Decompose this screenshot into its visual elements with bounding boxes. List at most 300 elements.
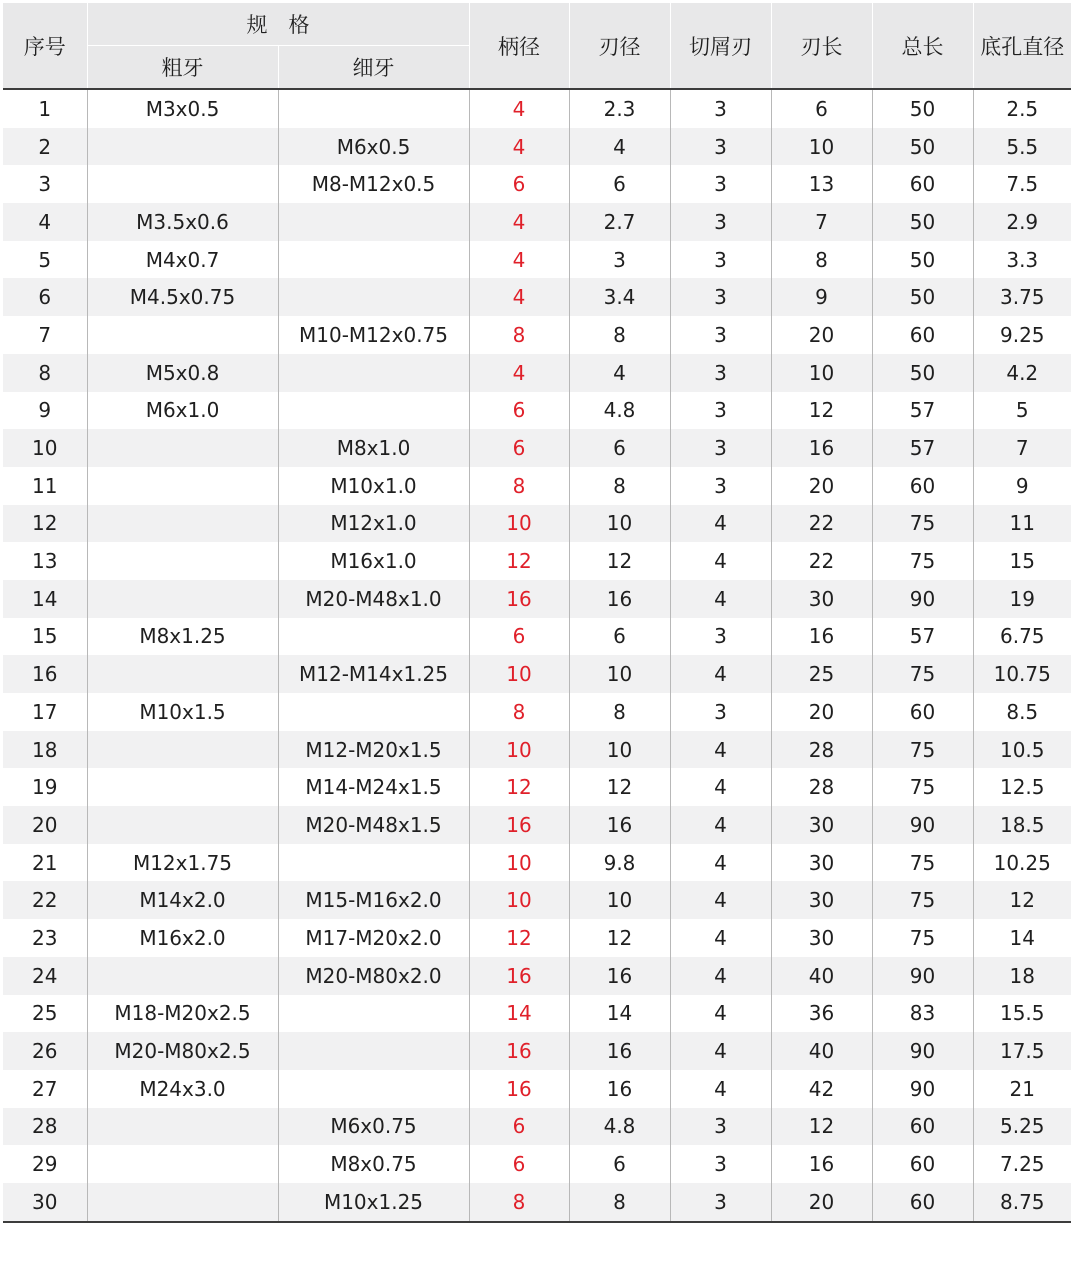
cell-coarse-thread bbox=[87, 655, 278, 693]
cell-hole-diameter: 10.75 bbox=[973, 655, 1071, 693]
cell-hole-diameter: 11 bbox=[973, 505, 1071, 543]
table-body bbox=[3, 89, 1071, 1222]
cell-chip-flutes: 3 bbox=[670, 1183, 771, 1222]
cell-hole-diameter: 9 bbox=[973, 467, 1071, 505]
cell-coarse-thread bbox=[87, 806, 278, 844]
cell-blade-length: 16 bbox=[771, 429, 872, 467]
cell-total-length: 90 bbox=[872, 580, 973, 618]
cell-index: 29 bbox=[32, 1152, 58, 1177]
cell-blade-length: 7 bbox=[771, 203, 872, 241]
cell-chip-flutes: 3 bbox=[670, 1145, 771, 1183]
cell-hole-diameter: 8.75 bbox=[973, 1183, 1071, 1222]
cell-blade-length: 20 bbox=[771, 467, 872, 505]
cell-coarse-thread bbox=[87, 1183, 278, 1222]
cell-blade-length: 10 bbox=[771, 128, 872, 166]
header-shank-diameter: 柄径 bbox=[469, 3, 569, 89]
cell-index: 14 bbox=[3, 580, 87, 618]
cell-index: 24 bbox=[3, 957, 87, 995]
cell-blade-diameter: 4.8 bbox=[569, 1108, 670, 1146]
cell-shank-diameter: 8 bbox=[469, 316, 569, 354]
cell-blade-diameter: 2.3 bbox=[569, 89, 670, 128]
table-row bbox=[3, 241, 1071, 279]
cell-shank-diameter: 16 bbox=[469, 957, 569, 995]
cell-total-length: 50 bbox=[872, 354, 973, 392]
cell-fine-thread: M12-M20x1.5 bbox=[278, 731, 469, 769]
cell-total-length: 60 bbox=[872, 1108, 973, 1146]
cell-shank-diameter: 16 bbox=[469, 1070, 569, 1108]
cell-total-length: 75 bbox=[872, 844, 973, 882]
cell-fine-thread bbox=[278, 1032, 469, 1070]
cell-fine-thread: M20-M48x1.0 bbox=[278, 580, 469, 618]
cell-index: 27 bbox=[32, 1076, 58, 1101]
cell-index: 16 bbox=[3, 655, 87, 693]
header-index: 序号 bbox=[3, 3, 87, 89]
tap-spec-table bbox=[3, 3, 1071, 1223]
cell-chip-flutes: 3 bbox=[670, 693, 771, 731]
cell-index: 6 bbox=[3, 278, 87, 316]
cell-blade-diameter: 8 bbox=[569, 693, 670, 731]
cell-blade-diameter: 14 bbox=[569, 995, 670, 1033]
cell-coarse-thread bbox=[87, 1108, 278, 1146]
cell-chip-flutes: 3 bbox=[670, 429, 771, 467]
cell-coarse-thread: M10x1.5 bbox=[87, 693, 278, 731]
cell-fine-thread bbox=[278, 693, 469, 731]
cell-hole-diameter: 3.3 bbox=[973, 241, 1071, 279]
cell-shank-diameter: 6 bbox=[469, 392, 569, 430]
cell-total-length: 60 bbox=[872, 467, 973, 505]
cell-total-length: 60 bbox=[872, 316, 973, 354]
cell-shank-diameter: 10 bbox=[469, 655, 569, 693]
cell-index: 7 bbox=[38, 322, 52, 347]
cell-total-length: 50 bbox=[872, 128, 973, 166]
cell-hole-diameter: 18.5 bbox=[973, 806, 1071, 844]
cell-hole-diameter: 17.5 bbox=[973, 1032, 1071, 1070]
cell-blade-diameter: 12 bbox=[569, 919, 670, 957]
cell-coarse-thread: M12x1.75 bbox=[87, 844, 278, 882]
cell-blade-length: 12 bbox=[771, 392, 872, 430]
cell-hole-diameter: 2.9 bbox=[973, 203, 1071, 241]
cell-coarse-thread bbox=[87, 467, 278, 505]
cell-blade-length: 30 bbox=[771, 844, 872, 882]
cell-total-length: 75 bbox=[872, 505, 973, 543]
cell-coarse-thread: M6x1.0 bbox=[87, 392, 278, 430]
cell-blade-length: 16 bbox=[771, 618, 872, 656]
cell-blade-diameter: 3 bbox=[569, 241, 670, 279]
header-hole-diameter: 底孔直径 bbox=[973, 3, 1071, 89]
table-row bbox=[3, 392, 1071, 430]
table-row bbox=[3, 806, 1071, 844]
cell-fine-thread: M14-M24x1.5 bbox=[278, 768, 469, 806]
cell-shank-diameter: 12 bbox=[469, 919, 569, 957]
cell-blade-length: 6 bbox=[771, 89, 872, 128]
cell-coarse-thread: M3.5x0.6 bbox=[87, 203, 278, 241]
cell-total-length: 60 bbox=[872, 1145, 973, 1183]
cell-coarse-thread: M14x2.0 bbox=[87, 881, 278, 919]
cell-blade-diameter: 2.7 bbox=[569, 203, 670, 241]
cell-total-length: 57 bbox=[872, 392, 973, 430]
cell-blade-diameter: 8 bbox=[569, 467, 670, 505]
cell-shank-diameter: 10 bbox=[469, 505, 569, 543]
cell-coarse-thread bbox=[87, 731, 278, 769]
cell-blade-diameter: 10 bbox=[569, 655, 670, 693]
cell-fine-thread: M20-M48x1.5 bbox=[278, 806, 469, 844]
cell-chip-flutes: 3 bbox=[670, 128, 771, 166]
header-blade-diameter: 刃径 bbox=[569, 3, 670, 89]
cell-shank-diameter: 4 bbox=[469, 203, 569, 241]
cell-fine-thread bbox=[278, 1070, 469, 1108]
cell-hole-diameter: 5.25 bbox=[973, 1108, 1071, 1146]
cell-total-length: 75 bbox=[872, 768, 973, 806]
cell-coarse-thread: M20-M80x2.5 bbox=[87, 1032, 278, 1070]
cell-shank-diameter: 16 bbox=[469, 806, 569, 844]
cell-hole-diameter: 15.5 bbox=[973, 995, 1071, 1033]
cell-index: 28 bbox=[3, 1108, 87, 1146]
table-row bbox=[3, 165, 1071, 203]
table-row bbox=[3, 128, 1071, 166]
cell-chip-flutes: 4 bbox=[670, 919, 771, 957]
table-row bbox=[3, 957, 1071, 995]
cell-coarse-thread: M8x1.25 bbox=[87, 618, 278, 656]
header-total-length: 总长 bbox=[872, 3, 973, 89]
cell-index: 18 bbox=[3, 731, 87, 769]
cell-blade-diameter: 8 bbox=[569, 1183, 670, 1222]
cell-shank-diameter: 6 bbox=[469, 618, 569, 656]
cell-total-length: 75 bbox=[872, 881, 973, 919]
cell-blade-length: 16 bbox=[771, 1145, 872, 1183]
cell-fine-thread: M17-M20x2.0 bbox=[278, 919, 469, 957]
table-header bbox=[3, 3, 1071, 89]
table-row bbox=[3, 919, 1071, 957]
cell-shank-diameter: 10 bbox=[469, 881, 569, 919]
cell-hole-diameter: 18 bbox=[973, 957, 1071, 995]
header-coarse-thread: 粗牙 bbox=[87, 46, 278, 90]
cell-total-length: 60 bbox=[872, 1183, 973, 1222]
cell-shank-diameter: 8 bbox=[469, 1183, 569, 1222]
header-chip-flutes: 切屑刃 bbox=[670, 3, 771, 89]
cell-chip-flutes: 3 bbox=[670, 89, 771, 128]
cell-index: 21 bbox=[32, 850, 58, 875]
cell-fine-thread bbox=[278, 844, 469, 882]
cell-total-length: 75 bbox=[872, 542, 973, 580]
cell-total-length: 90 bbox=[872, 1070, 973, 1108]
cell-coarse-thread bbox=[87, 580, 278, 618]
cell-shank-diameter: 6 bbox=[469, 429, 569, 467]
cell-index: 11 bbox=[32, 473, 58, 498]
cell-fine-thread: M12-M14x1.25 bbox=[278, 655, 469, 693]
cell-total-length: 75 bbox=[872, 655, 973, 693]
cell-chip-flutes: 4 bbox=[670, 995, 771, 1033]
cell-fine-thread: M20-M80x2.0 bbox=[278, 957, 469, 995]
cell-shank-diameter: 16 bbox=[469, 580, 569, 618]
cell-blade-diameter: 16 bbox=[569, 1032, 670, 1070]
table-row bbox=[3, 618, 1071, 656]
table-row bbox=[3, 1183, 1071, 1222]
cell-coarse-thread: M5x0.8 bbox=[87, 354, 278, 392]
cell-blade-length: 28 bbox=[771, 768, 872, 806]
table-row bbox=[3, 655, 1071, 693]
cell-chip-flutes: 3 bbox=[670, 316, 771, 354]
cell-chip-flutes: 4 bbox=[670, 505, 771, 543]
cell-blade-length: 42 bbox=[771, 1070, 872, 1108]
cell-index: 9 bbox=[38, 398, 52, 423]
cell-index: 5 bbox=[38, 247, 52, 272]
cell-blade-diameter: 16 bbox=[569, 1070, 670, 1108]
cell-coarse-thread: M3x0.5 bbox=[87, 89, 278, 128]
cell-blade-diameter: 16 bbox=[569, 580, 670, 618]
cell-blade-diameter: 10 bbox=[569, 881, 670, 919]
table-row bbox=[3, 693, 1071, 731]
cell-coarse-thread: M4x0.7 bbox=[87, 241, 278, 279]
cell-blade-length: 36 bbox=[771, 995, 872, 1033]
cell-blade-length: 10 bbox=[771, 354, 872, 392]
table-row bbox=[3, 89, 1071, 128]
cell-coarse-thread: M16x2.0 bbox=[87, 919, 278, 957]
cell-shank-diameter: 6 bbox=[469, 1145, 569, 1183]
cell-blade-diameter: 6 bbox=[569, 618, 670, 656]
cell-blade-length: 40 bbox=[771, 1032, 872, 1070]
cell-fine-thread: M16x1.0 bbox=[278, 542, 469, 580]
cell-total-length: 60 bbox=[872, 693, 973, 731]
cell-chip-flutes: 4 bbox=[670, 881, 771, 919]
cell-shank-diameter: 8 bbox=[469, 693, 569, 731]
cell-hole-diameter: 7.25 bbox=[973, 1145, 1071, 1183]
cell-hole-diameter: 9.25 bbox=[973, 316, 1071, 354]
cell-coarse-thread: M18-M20x2.5 bbox=[87, 995, 278, 1033]
cell-chip-flutes: 4 bbox=[670, 1032, 771, 1070]
cell-chip-flutes: 4 bbox=[670, 1070, 771, 1108]
cell-total-length: 50 bbox=[872, 241, 973, 279]
cell-blade-diameter: 6 bbox=[569, 165, 670, 203]
cell-chip-flutes: 3 bbox=[670, 1108, 771, 1146]
cell-chip-flutes: 3 bbox=[670, 392, 771, 430]
cell-total-length: 50 bbox=[872, 89, 973, 128]
cell-blade-length: 30 bbox=[771, 919, 872, 957]
cell-hole-diameter: 7 bbox=[973, 429, 1071, 467]
cell-blade-length: 12 bbox=[771, 1108, 872, 1146]
table-row bbox=[3, 203, 1071, 241]
table-row bbox=[3, 429, 1071, 467]
cell-hole-diameter: 5.5 bbox=[973, 128, 1071, 166]
table-row bbox=[3, 1145, 1071, 1183]
cell-chip-flutes: 4 bbox=[670, 731, 771, 769]
cell-fine-thread: M8x0.75 bbox=[278, 1145, 469, 1183]
cell-total-length: 90 bbox=[872, 1032, 973, 1070]
table-row bbox=[3, 505, 1071, 543]
cell-fine-thread: M8-M12x0.5 bbox=[278, 165, 469, 203]
cell-blade-diameter: 16 bbox=[569, 957, 670, 995]
table-row bbox=[3, 278, 1071, 316]
cell-fine-thread: M10x1.25 bbox=[278, 1183, 469, 1222]
cell-hole-diameter: 5 bbox=[973, 392, 1071, 430]
cell-blade-diameter: 16 bbox=[569, 806, 670, 844]
cell-fine-thread: M12x1.0 bbox=[278, 505, 469, 543]
cell-blade-diameter: 12 bbox=[569, 768, 670, 806]
cell-shank-diameter: 4 bbox=[469, 278, 569, 316]
cell-fine-thread: M6x0.75 bbox=[278, 1108, 469, 1146]
cell-shank-diameter: 10 bbox=[469, 844, 569, 882]
cell-chip-flutes: 4 bbox=[670, 580, 771, 618]
cell-total-length: 75 bbox=[872, 919, 973, 957]
cell-fine-thread bbox=[278, 995, 469, 1033]
cell-fine-thread bbox=[278, 354, 469, 392]
cell-chip-flutes: 3 bbox=[670, 467, 771, 505]
cell-index: 4 bbox=[3, 203, 87, 241]
cell-hole-diameter: 10.5 bbox=[973, 731, 1071, 769]
cell-blade-diameter: 8 bbox=[569, 316, 670, 354]
cell-blade-diameter: 3.4 bbox=[569, 278, 670, 316]
cell-fine-thread bbox=[278, 241, 469, 279]
cell-total-length: 90 bbox=[872, 957, 973, 995]
cell-chip-flutes: 3 bbox=[670, 618, 771, 656]
cell-index: 8 bbox=[3, 354, 87, 392]
cell-hole-diameter: 6.75 bbox=[973, 618, 1071, 656]
cell-fine-thread: M10x1.0 bbox=[278, 467, 469, 505]
cell-coarse-thread bbox=[87, 505, 278, 543]
cell-coarse-thread bbox=[87, 768, 278, 806]
table-row bbox=[3, 731, 1071, 769]
cell-blade-diameter: 10 bbox=[569, 505, 670, 543]
cell-coarse-thread bbox=[87, 165, 278, 203]
cell-shank-diameter: 14 bbox=[469, 995, 569, 1033]
cell-index: 3 bbox=[38, 172, 52, 197]
cell-shank-diameter: 6 bbox=[469, 1108, 569, 1146]
header-blade-length: 刃长 bbox=[771, 3, 872, 89]
cell-coarse-thread bbox=[87, 1145, 278, 1183]
cell-index: 26 bbox=[3, 1032, 87, 1070]
cell-blade-length: 9 bbox=[771, 278, 872, 316]
cell-chip-flutes: 3 bbox=[670, 241, 771, 279]
cell-total-length: 50 bbox=[872, 203, 973, 241]
cell-blade-length: 28 bbox=[771, 731, 872, 769]
table-row bbox=[3, 995, 1071, 1033]
cell-index: 22 bbox=[3, 881, 87, 919]
cell-blade-diameter: 12 bbox=[569, 542, 670, 580]
cell-total-length: 60 bbox=[872, 165, 973, 203]
cell-coarse-thread bbox=[87, 542, 278, 580]
cell-fine-thread: M6x0.5 bbox=[278, 128, 469, 166]
cell-index: 25 bbox=[32, 1001, 58, 1026]
cell-blade-length: 30 bbox=[771, 806, 872, 844]
cell-shank-diameter: 6 bbox=[469, 165, 569, 203]
cell-hole-diameter: 12 bbox=[973, 881, 1071, 919]
cell-shank-diameter: 16 bbox=[469, 1032, 569, 1070]
cell-blade-length: 20 bbox=[771, 693, 872, 731]
cell-hole-diameter: 19 bbox=[973, 580, 1071, 618]
cell-chip-flutes: 3 bbox=[670, 203, 771, 241]
cell-index: 1 bbox=[38, 96, 52, 121]
cell-index: 23 bbox=[32, 925, 58, 950]
cell-shank-diameter: 4 bbox=[469, 241, 569, 279]
cell-blade-diameter: 4 bbox=[569, 354, 670, 392]
cell-fine-thread: M15-M16x2.0 bbox=[278, 881, 469, 919]
cell-hole-diameter: 7.5 bbox=[973, 165, 1071, 203]
cell-chip-flutes: 4 bbox=[670, 806, 771, 844]
cell-chip-flutes: 4 bbox=[670, 655, 771, 693]
table-row bbox=[3, 542, 1071, 580]
cell-chip-flutes: 4 bbox=[670, 957, 771, 995]
cell-blade-diameter: 6 bbox=[569, 1145, 670, 1183]
cell-hole-diameter: 14 bbox=[973, 919, 1071, 957]
cell-index: 2 bbox=[3, 128, 87, 166]
cell-coarse-thread bbox=[87, 316, 278, 354]
cell-blade-diameter: 6 bbox=[569, 429, 670, 467]
cell-shank-diameter: 12 bbox=[469, 542, 569, 580]
table-row bbox=[3, 354, 1071, 392]
table-row bbox=[3, 844, 1071, 882]
cell-chip-flutes: 3 bbox=[670, 165, 771, 203]
cell-hole-diameter: 3.75 bbox=[973, 278, 1071, 316]
cell-blade-length: 20 bbox=[771, 316, 872, 354]
cell-shank-diameter: 10 bbox=[469, 731, 569, 769]
cell-hole-diameter: 12.5 bbox=[973, 768, 1071, 806]
cell-blade-length: 25 bbox=[771, 655, 872, 693]
cell-total-length: 75 bbox=[872, 731, 973, 769]
cell-chip-flutes: 4 bbox=[670, 844, 771, 882]
cell-hole-diameter: 21 bbox=[973, 1070, 1071, 1108]
cell-fine-thread: M8x1.0 bbox=[278, 429, 469, 467]
cell-chip-flutes: 4 bbox=[670, 542, 771, 580]
cell-fine-thread bbox=[278, 278, 469, 316]
cell-shank-diameter: 4 bbox=[469, 128, 569, 166]
cell-shank-diameter: 12 bbox=[469, 768, 569, 806]
cell-index: 17 bbox=[32, 699, 58, 724]
cell-chip-flutes: 3 bbox=[670, 278, 771, 316]
cell-blade-length: 30 bbox=[771, 580, 872, 618]
cell-index: 19 bbox=[32, 775, 58, 800]
cell-coarse-thread: M4.5x0.75 bbox=[87, 278, 278, 316]
cell-total-length: 57 bbox=[872, 618, 973, 656]
cell-blade-length: 22 bbox=[771, 505, 872, 543]
cell-fine-thread bbox=[278, 618, 469, 656]
cell-total-length: 90 bbox=[872, 806, 973, 844]
cell-blade-length: 20 bbox=[771, 1183, 872, 1222]
table-row bbox=[3, 580, 1071, 618]
cell-fine-thread bbox=[278, 392, 469, 430]
cell-hole-diameter: 8.5 bbox=[973, 693, 1071, 731]
cell-total-length: 50 bbox=[872, 278, 973, 316]
table-row bbox=[3, 768, 1071, 806]
cell-shank-diameter: 8 bbox=[469, 467, 569, 505]
cell-coarse-thread bbox=[87, 957, 278, 995]
table-row bbox=[3, 316, 1071, 354]
cell-blade-length: 40 bbox=[771, 957, 872, 995]
cell-shank-diameter: 4 bbox=[469, 354, 569, 392]
header-fine-thread: 细牙 bbox=[278, 46, 469, 90]
table-row bbox=[3, 1032, 1071, 1070]
cell-total-length: 57 bbox=[872, 429, 973, 467]
table-row bbox=[3, 1108, 1071, 1146]
cell-hole-diameter: 10.25 bbox=[973, 844, 1071, 882]
cell-index: 20 bbox=[3, 806, 87, 844]
cell-hole-diameter: 15 bbox=[973, 542, 1071, 580]
cell-blade-diameter: 4.8 bbox=[569, 392, 670, 430]
cell-fine-thread bbox=[278, 89, 469, 128]
cell-hole-diameter: 4.2 bbox=[973, 354, 1071, 392]
cell-coarse-thread: M24x3.0 bbox=[87, 1070, 278, 1108]
cell-index: 10 bbox=[3, 429, 87, 467]
cell-coarse-thread bbox=[87, 128, 278, 166]
cell-total-length: 83 bbox=[872, 995, 973, 1033]
table-row bbox=[3, 1070, 1071, 1108]
table-row bbox=[3, 467, 1071, 505]
cell-index: 12 bbox=[3, 505, 87, 543]
cell-blade-diameter: 10 bbox=[569, 731, 670, 769]
cell-fine-thread: M10-M12x0.75 bbox=[278, 316, 469, 354]
cell-shank-diameter: 4 bbox=[469, 89, 569, 128]
cell-chip-flutes: 3 bbox=[670, 354, 771, 392]
table-row bbox=[3, 881, 1071, 919]
cell-index: 30 bbox=[3, 1183, 87, 1222]
